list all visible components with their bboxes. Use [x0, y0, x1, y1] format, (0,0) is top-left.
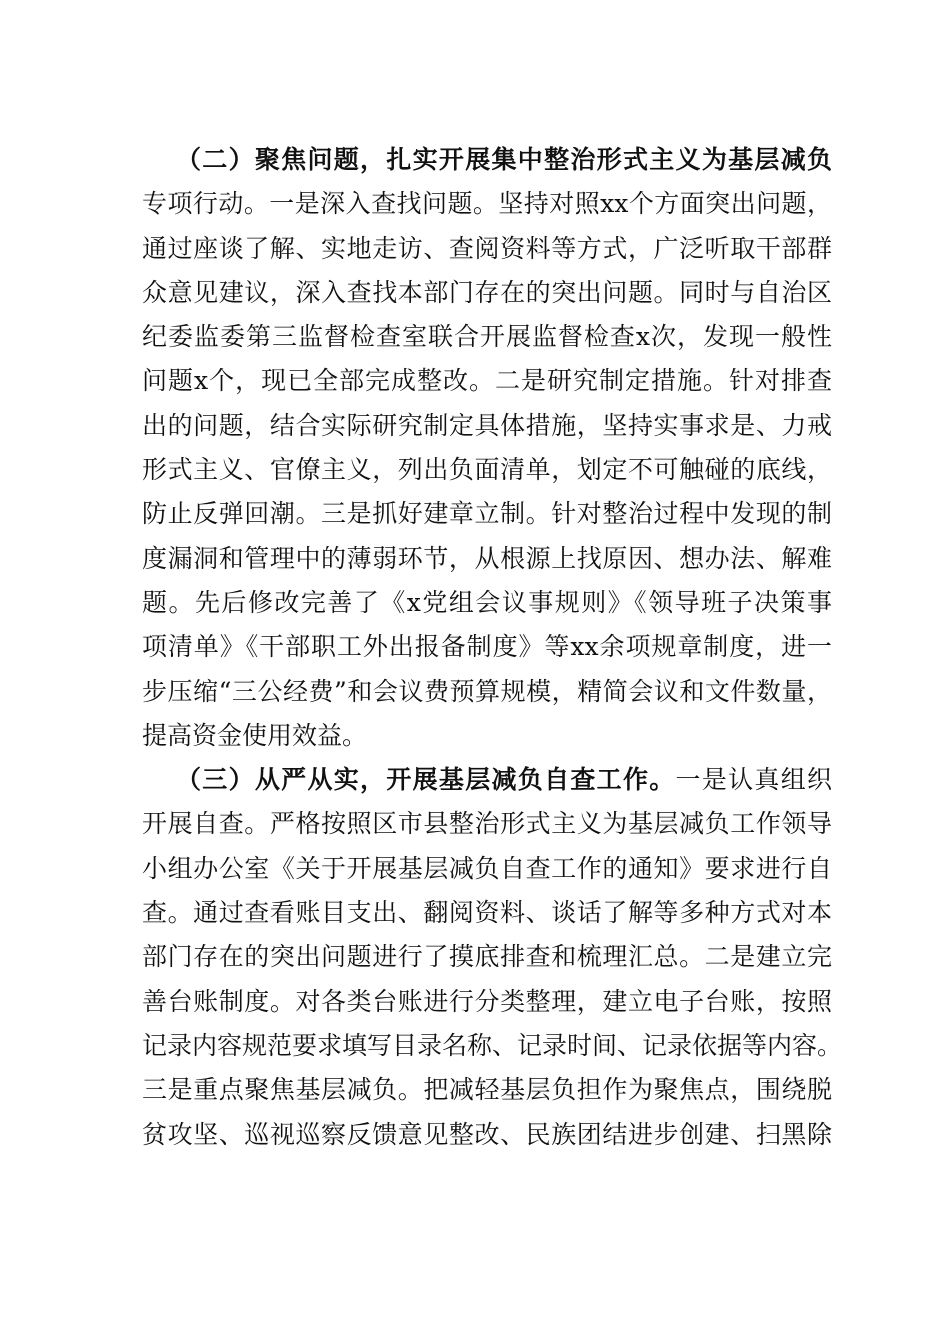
text-line: 形式主义、官僚主义，列出负面清单，划定不可触碰的底线，	[142, 455, 832, 485]
text-line: 纪委监委第三监督检查室联合开展监督检查x次，发现一般性	[142, 322, 832, 352]
text-line: 记录内容规范要求填写目录名称、记录时间、记录依据等内容。	[142, 1030, 843, 1060]
text-line: 贫攻坚、巡视巡察反馈意见整改、民族团结进步创建、扫黑除	[142, 1119, 832, 1149]
text-line: 专项行动。一是深入查找问题。坚持对照xx个方面突出问题，	[142, 189, 832, 219]
text-line: 三是重点聚焦基层减负。把减轻基层负担作为聚焦点，围绕脱	[142, 1075, 832, 1105]
paragraph-3	[142, 758, 843, 1157]
text-line: 善台账制度。对各类台账进行分类整理，建立电子台账，按照	[142, 986, 832, 1016]
document-body	[142, 138, 843, 1157]
text-line: 提高资金使用效益。	[142, 720, 368, 750]
paragraph-heading-line	[142, 758, 832, 802]
text-line: 问题x个，现已全部完成整改。二是研究制定措施。针对排查	[142, 366, 832, 396]
text-line: 部门存在的突出问题进行了摸底排查和梳理汇总。二是建立完	[142, 942, 832, 972]
paragraph-2	[142, 138, 832, 758]
text-line: 项清单》《干部职工外出报备制度》等xx余项规章制度，进一	[142, 632, 832, 662]
text-line: 度漏洞和管理中的薄弱环节，从根源上找原因、想办法、解难	[142, 543, 832, 573]
paragraph-text: 一是认真组织	[675, 765, 832, 795]
text-line: 小组办公室《关于开展基层减负自查工作的通知》要求进行自	[142, 853, 832, 883]
text-line: 防止反弹回潮。三是抓好建章立制。针对整治过程中发现的制	[142, 499, 832, 529]
paragraph-heading: （二）聚焦问题，扎实开展集中整治形式主义为基层减负	[176, 145, 832, 174]
text-line: 题。先后修改完善了《x党组会议事规则》《领导班子决策事	[142, 587, 832, 617]
text-line: 众意见建议，深入查找本部门存在的突出问题。同时与自治区	[142, 277, 832, 307]
paragraph-heading: （三）从严从实，开展基层减负自查工作。	[176, 765, 676, 795]
text-line: 出的问题，结合实际研究制定具体措施，坚持实事求是、力戒	[142, 410, 832, 440]
text-line: 步压缩“三公经费”和会议费预算规模，精简会议和文件数量，	[142, 676, 832, 706]
paragraph-heading-line	[142, 138, 832, 182]
text-line: 查。通过查看账目支出、翻阅资料、谈话了解等多种方式对本	[142, 898, 832, 928]
text-line: 开展自查。严格按照区市县整治形式主义为基层减负工作领导	[142, 809, 832, 839]
text-line: 通过座谈了解、实地走访、查阅资料等方式，广泛听取干部群	[142, 233, 832, 263]
